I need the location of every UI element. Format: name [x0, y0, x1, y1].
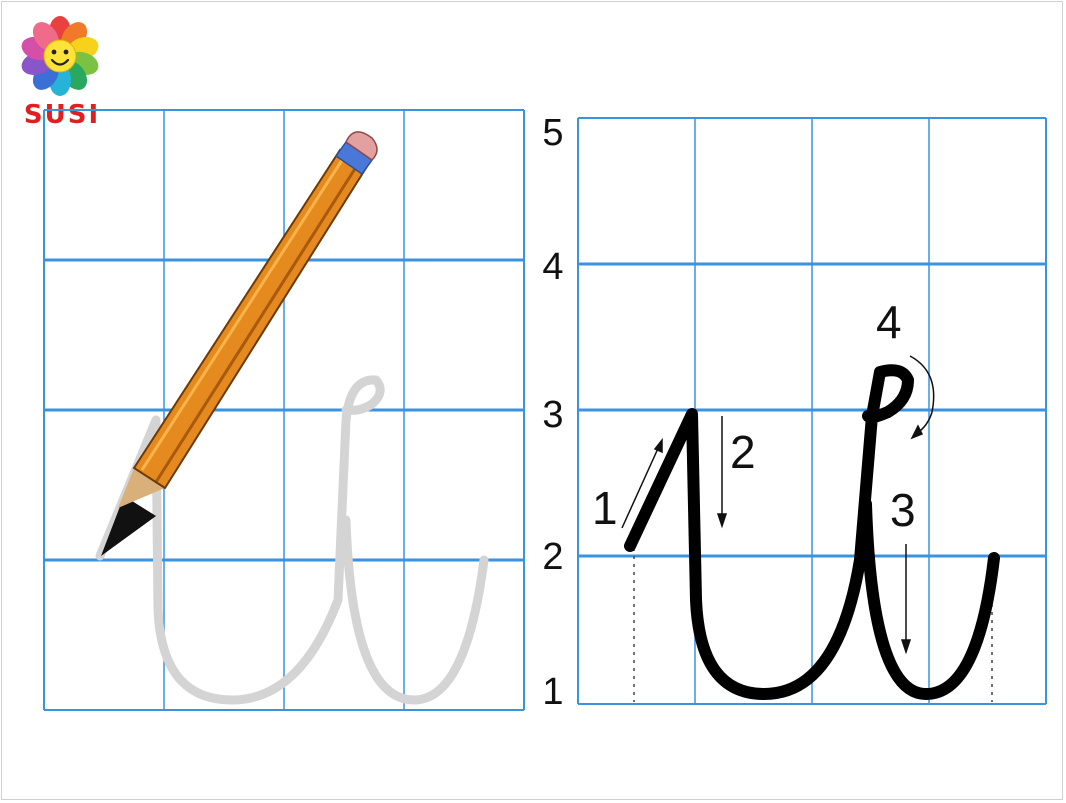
- scale-label-4: 4: [542, 246, 564, 288]
- logo-text: SUSI: [23, 100, 101, 130]
- step-number-1: 1: [592, 482, 618, 534]
- pencil-icon: [101, 132, 377, 556]
- letter-guide-trace: [100, 380, 484, 700]
- step-number-4: 4: [876, 296, 902, 348]
- scale-label-2: 2: [542, 536, 564, 578]
- stroke-direction-arrows: [622, 356, 934, 652]
- scale-label-5: 5: [542, 112, 564, 154]
- scale-label-1: 1: [542, 671, 564, 713]
- practice-grid-right: [578, 118, 1046, 704]
- step-number-2: 2: [730, 426, 756, 478]
- scale-label-3: 3: [542, 394, 564, 436]
- step-number-3: 3: [890, 484, 916, 536]
